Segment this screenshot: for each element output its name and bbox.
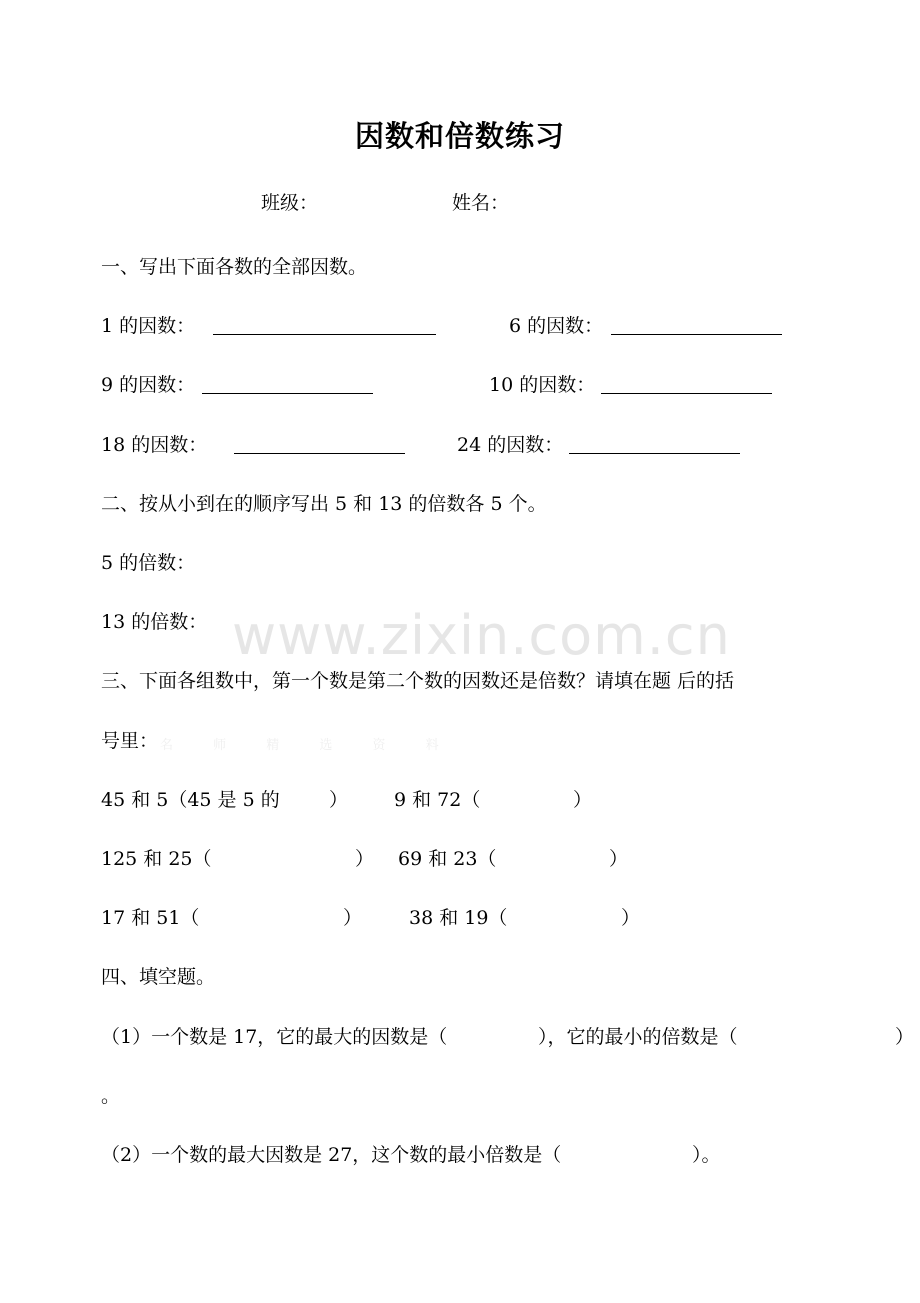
section-2-heading: 二、按从小到在的顺序写出 5 和 13 的倍数各 5 个。 bbox=[101, 493, 547, 515]
multiple-item-5: 5 的倍数： bbox=[101, 552, 196, 574]
multiple-item-13: 13 的倍数： bbox=[101, 611, 208, 633]
pair-item: 69 和 23（ bbox=[398, 848, 497, 870]
question-2-part-a: （2）一个数的最大因数是 27，这个数的最小倍数是（ bbox=[101, 1144, 562, 1166]
answer-blank[interactable] bbox=[234, 453, 405, 454]
question-1-part-a: （1）一个数是 17，它的最大的因数是（ bbox=[101, 1026, 448, 1048]
question-1-close: ） bbox=[895, 1026, 915, 1048]
close-paren: ） bbox=[621, 907, 641, 929]
answer-blank[interactable] bbox=[601, 393, 772, 394]
pair-item: 125 和 25（ bbox=[101, 848, 212, 870]
question-2-part-b: ）。 bbox=[692, 1144, 721, 1166]
factor-item-10: 10 的因数： bbox=[489, 374, 596, 396]
pair-item: 45 和 5（45 是 5 的 bbox=[101, 789, 280, 811]
faint-watermark-text: 名 师 精 选 资 料 bbox=[160, 738, 457, 753]
section-3-heading: 三、下面各组数中，第一个数是第二个数的因数还是倍数？请填在题 后的括 bbox=[101, 670, 735, 692]
question-1-part-b: ），它的最小的倍数是（ bbox=[538, 1026, 738, 1048]
watermark: www.zixin.com.cn bbox=[232, 604, 731, 667]
close-paren: ） bbox=[343, 907, 363, 929]
answer-blank[interactable] bbox=[202, 393, 373, 394]
pair-item: 9 和 72（ bbox=[394, 789, 481, 811]
answer-blank[interactable] bbox=[213, 334, 436, 335]
close-paren: ） bbox=[573, 789, 593, 811]
factor-item-18: 18 的因数： bbox=[101, 434, 208, 456]
name-label: 姓名： bbox=[452, 192, 510, 214]
class-label: 班级： bbox=[261, 192, 319, 214]
factor-item-24: 24 的因数： bbox=[457, 434, 564, 456]
page-title: 因数和倍数练习 bbox=[354, 119, 565, 153]
answer-blank[interactable] bbox=[569, 453, 740, 454]
section-3-heading-cont: 号里： bbox=[101, 730, 159, 752]
section-4-heading: 四、填空题。 bbox=[101, 966, 216, 988]
factor-item-6: 6 的因数： bbox=[509, 315, 604, 337]
factor-item-1: 1 的因数： bbox=[101, 315, 196, 337]
close-paren: ） bbox=[355, 848, 375, 870]
question-1-end: 。 bbox=[101, 1085, 121, 1107]
answer-blank[interactable] bbox=[611, 334, 782, 335]
close-paren: ） bbox=[609, 848, 629, 870]
close-paren: ） bbox=[329, 789, 349, 811]
section-1-heading: 一、写出下面各数的全部因数。 bbox=[101, 256, 368, 278]
factor-item-9: 9 的因数： bbox=[101, 374, 196, 396]
pair-item: 17 和 51（ bbox=[101, 907, 200, 929]
pair-item: 38 和 19（ bbox=[409, 907, 508, 929]
